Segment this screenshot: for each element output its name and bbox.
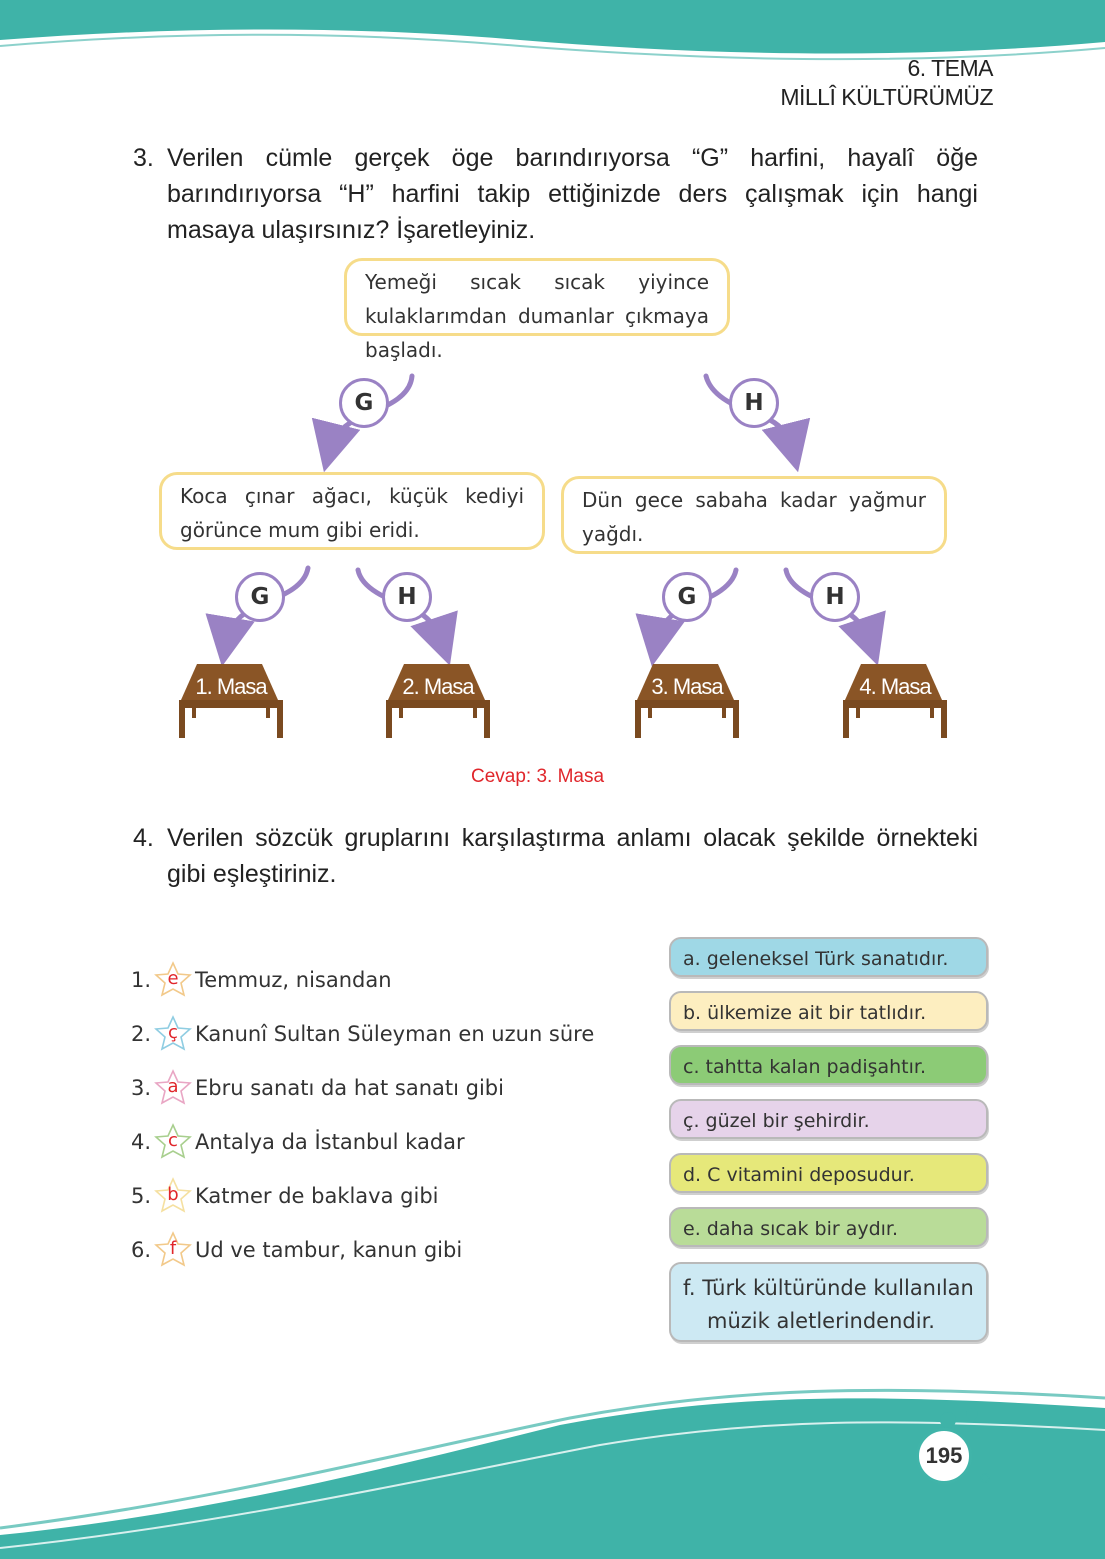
h-circle-left: H [382, 572, 432, 622]
h-circle-top: H [729, 378, 779, 428]
g-circle-left: G [235, 572, 285, 622]
answer-star[interactable] [153, 960, 193, 1000]
question-number: 4. [133, 824, 154, 852]
item-number: 1. [131, 968, 152, 992]
answer-letter: e [167, 968, 179, 989]
question-4 [133, 820, 978, 896]
decor-bubble [940, 1412, 956, 1428]
answer-letter: b [167, 1184, 179, 1205]
answer-letter: f [169, 1238, 177, 1259]
item-text: Kanunî Sultan Süleyman en uzun süre [195, 1022, 595, 1046]
theme-title: MİLLÎ KÜLTÜRÜMÜZ [780, 84, 993, 110]
answer-star[interactable] [153, 1176, 193, 1216]
decor-bubble [966, 1408, 978, 1420]
option-c: c. tahtta kalan padişahtır. [669, 1045, 988, 1085]
item-number: 2. [131, 1022, 152, 1046]
tables-graphic [0, 0, 1105, 760]
answer-letter: c [168, 1130, 178, 1151]
item-text: Ud ve tambur, kanun gibi [195, 1238, 463, 1262]
option-d: d. C vitamini deposudur. [669, 1153, 988, 1193]
h-circle-right: H [810, 572, 860, 622]
item-number: 5. [131, 1184, 152, 1208]
question-text: Verilen sözcük gruplarını karşılaştırma anlamı olacak şekilde örnekteki gibi eşleştiriniz. [167, 824, 978, 888]
item-text: Temmuz, nisandan [195, 968, 392, 992]
item-text: Ebru sanatı da hat sanatı gibi [195, 1076, 504, 1100]
g-circle-top: G [339, 378, 389, 428]
g-circle-right: G [662, 572, 712, 622]
answer-star[interactable] [153, 1014, 193, 1054]
sentence-bubble-left: Koca çınar ağacı, küçük kediyi görünce mum gibi eridi. [159, 472, 545, 550]
page-number: 195 [916, 1428, 972, 1484]
question-text: Verilen cümle gerçek öge barındırıyorsa “G” harfini, hayalî öğe barındırıyorsa “H” harfini takip ettiğinizde ders çalışmak için hangi masaya ulaşırsınız? İşaretleyiniz. [167, 144, 978, 244]
answer-letter: a [167, 1076, 179, 1097]
item-text: Katmer de baklava gibi [195, 1184, 439, 1208]
option-e: e. daha sıcak bir aydır. [669, 1207, 988, 1247]
answer-star[interactable] [153, 1068, 193, 1108]
answer-star[interactable] [153, 1122, 193, 1162]
theme-number: 6. TEMA [907, 55, 993, 81]
item-number: 6. [131, 1238, 152, 1262]
sentence-bubble-right: Dün gece sabaha kadar yağmur yağdı. [561, 476, 947, 554]
table-label-3[interactable]: 3. Masa [651, 674, 723, 699]
table-label-2[interactable]: 2. Masa [402, 674, 474, 699]
option-ç: ç. güzel bir şehirdir. [669, 1099, 988, 1139]
option-b: b. ülkemize ait bir tatlıdır. [669, 991, 988, 1031]
item-number: 3. [131, 1076, 152, 1100]
sentence-bubble-top: Yemeği sıcak sıcak yiyince kulaklarımdan dumanlar çıkmaya başladı. [344, 258, 730, 336]
table-label-1[interactable]: 1. Masa [195, 674, 267, 699]
item-number: 4. [131, 1130, 152, 1154]
question-number: 3. [133, 144, 154, 172]
answer-star[interactable] [153, 1230, 193, 1270]
answer-text: Cevap: 3. Masa [471, 766, 605, 787]
option-a: a. geleneksel Türk sanatıdır. [669, 937, 988, 977]
option-f: f. Türk kültüründe kullanılan müzik aletlerindendir. [669, 1262, 988, 1342]
answer-letter: ç [168, 1022, 178, 1043]
item-text: Antalya da İstanbul kadar [195, 1130, 465, 1154]
table-label-4[interactable]: 4. Masa [859, 674, 931, 699]
